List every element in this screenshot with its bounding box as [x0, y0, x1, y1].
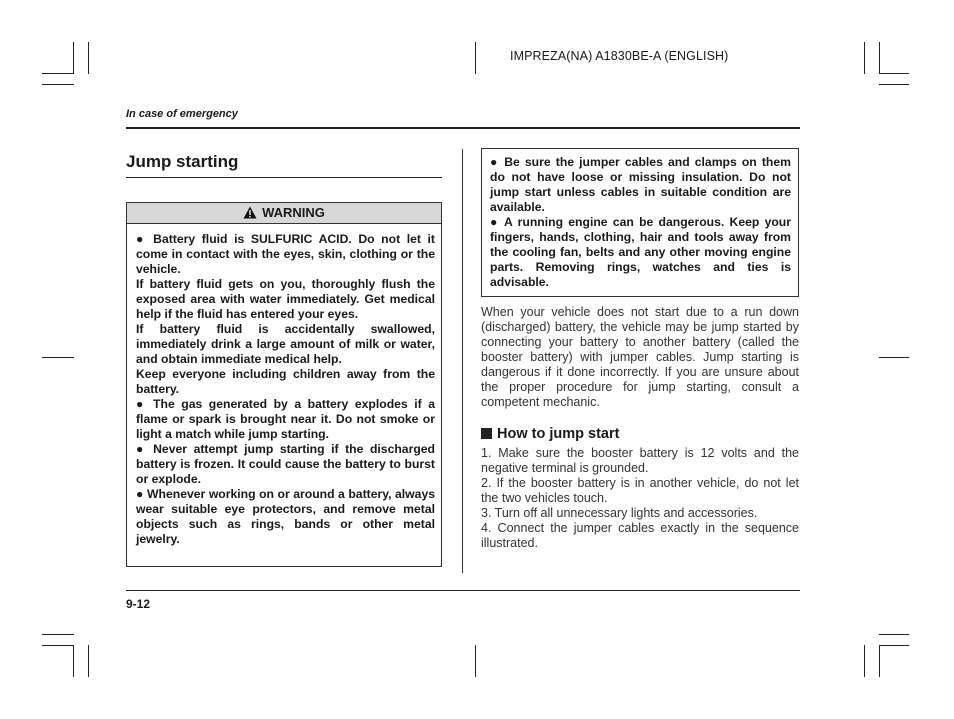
page-title: Jump starting [126, 152, 239, 171]
title-rule [126, 177, 442, 178]
warning-paragraph: If battery fluid is accidentally swallowed, immediately drink a large amount of milk or water, and obtain immediate medical help. [136, 322, 435, 366]
warning-box [126, 202, 442, 567]
warning-body [127, 224, 441, 547]
warning-header [127, 203, 441, 224]
step-item: 1. Make sure the booster battery is 12 volts and the negative terminal is grounded. [481, 446, 799, 475]
page-number: 9-12 [126, 597, 151, 611]
section-title: In case of emergency [126, 108, 238, 120]
caution-paragraph: ● Be sure the jumper cables and clamps on them do not have loose or missing insulation. Do not jump start unless cables in suitable condition are available. [490, 155, 791, 214]
warning-paragraph: ● The gas generated by a battery explodes if a flame or spark is brought near it. Do not smoke or light a match while jump starting. [136, 397, 435, 441]
warning-paragraph: ● Whenever working on or around a battery, always wear suitable eye protectors, and remove metal objects such as rings, bands or other metal jewelry. [136, 487, 435, 546]
step-item: 2. If the booster battery is in another vehicle, do not let the two vehicles touch. [481, 476, 799, 505]
caution-paragraph: ● A running engine can be dangerous. Keep your fingers, hands, clothing, hair and tools away from the cooling fan, belts and any other moving engine parts. Removing rings, watches and ties is advisable. [490, 215, 791, 289]
step-item: 4. Connect the jumper cables exactly in the sequence illustrated. [481, 521, 799, 550]
warning-paragraph: ● Battery fluid is SULFURIC ACID. Do not let it come in contact with the eyes, skin, clothing or the vehicle. [136, 232, 435, 276]
steps-list [481, 446, 799, 551]
document-id: IMPREZA(NA) A1830BE-A (ENGLISH) [510, 49, 729, 63]
subheading [481, 426, 619, 442]
warning-paragraph: If battery fluid gets on you, thoroughly flush the exposed area with water immediately. Get medical help if the fluid has entered your eyes. [136, 277, 435, 321]
warning-paragraph: Keep everyone including children away from the battery. [136, 367, 435, 396]
warning-triangle-icon [243, 205, 257, 225]
intro-paragraph: When your vehicle does not start due to a run down (discharged) battery, the vehicle may be jump started by connecting your battery to another battery (called the booster battery) with jumper cables. Jump starting is dangerous if it done incorrectly. If you are unsure about the proper procedure for jump starting, consult a competent mechanic. [481, 305, 799, 409]
black-square-icon [481, 428, 492, 439]
warning-paragraph: ● Never attempt jump starting if the discharged battery is frozen. It could cause the battery to burst or explode. [136, 442, 435, 486]
header-rule [126, 127, 800, 129]
subheading-text: How to jump start [497, 426, 620, 442]
step-item: 3. Turn off all unnecessary lights and accessories. [481, 506, 758, 520]
column-divider [462, 149, 463, 573]
warning-heading: WARNING [262, 205, 325, 220]
caution-box [481, 148, 799, 297]
footer-rule [126, 590, 800, 591]
